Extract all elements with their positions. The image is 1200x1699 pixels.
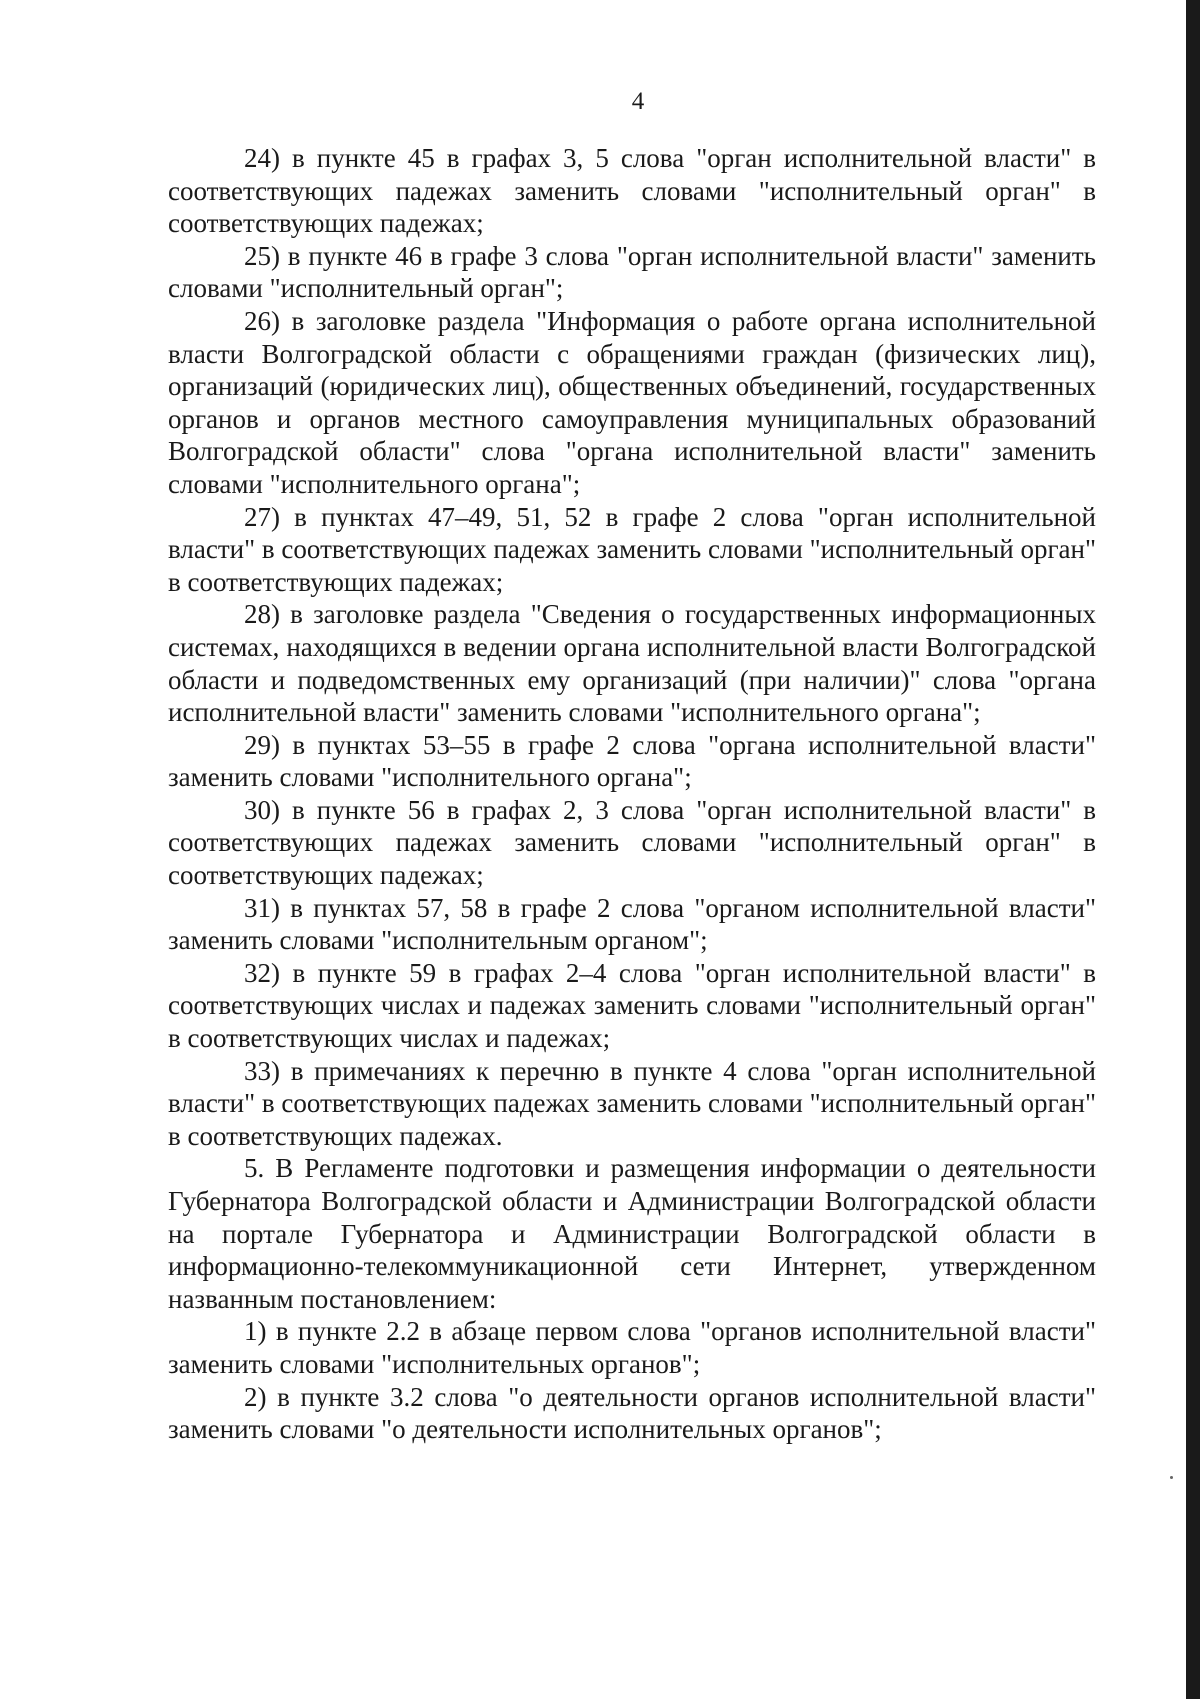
paragraph-subitem-2: 2) в пункте 3.2 слова "о деятельности органов исполнительной власти" заменить словами "о деятельности исполнительных органов"; [168,1381,1096,1445]
paragraph-item-33: 33) в примечаниях к перечню в пункте 4 слова "орган исполнительной власти" в соответствующих падежах заменить словами "исполнительный орган" в соответствующих падежах. [168,1055,1096,1151]
paragraph-item-31: 31) в пунктах 57, 58 в графе 2 слова "органом исполнительной власти" заменить словами "исполнительным органом"; [168,892,1096,956]
paragraph-item-27: 27) в пунктах 47–49, 51, 52 в графе 2 слова "орган исполнительной власти" в соответствующих падежах заменить словами "исполнительный орган" в соответствующих падежах; [168,501,1096,597]
paragraph-item-24: 24) в пункте 45 в графах 3, 5 слова "орган исполнительной власти" в соответствующих падежах заменить словами "исполнительный орган" в соответствующих падежах; [168,143,1096,239]
document-body [168,142,1096,1446]
paragraph-item-26: 26) в заголовке раздела "Информация о работе органа исполнительной власти Волгоградской области с обращениями граждан (физических лиц), организаций (юридических лиц), общественных объединений, государственных органов и органов местного самоуправления муниципальных образований Волгоградской области" слова "органа исполнительной власти" заменить словами "исполнительного органа"; [168,305,1096,499]
paragraph-item-32: 32) в пункте 59 в графах 2–4 слова "орган исполнительной власти" в соответствующих числах и падежах заменить словами "исполнительный орган" в соответствующих числах и падежах; [168,957,1096,1054]
paragraph-section-5: 5. В Регламенте подготовки и размещения информации о деятельности Губернатора Волгоградской области и Администрации Волгоградской области на портале Губернатора и Администрации Волгоградской области в информационно-телекоммуникационной сети Интернет, утвержденном названным постановлением: [168,1153,1096,1314]
paragraph-item-30: 30) в пункте 56 в графах 2, 3 слова "орган исполнительной власти" в соответствующих падежах заменить словами "исполнительный орган" в соответствующих падежах; [168,794,1096,891]
scan-speck [1170,1476,1173,1479]
scan-border [1186,0,1200,1699]
paragraph-item-29: 29) в пунктах 53–55 в графе 2 слова "органа исполнительной власти" заменить словами "исполнительного органа"; [168,729,1096,793]
paragraph-item-28: 28) в заголовке раздела "Сведения о государственных информационных системах, находящихся в ведении органа исполнительной власти Волгоградской области и подведомственных ему организаций (при наличии)" слова "органа исполнительной власти" заменить словами "исполнительного органа"; [168,599,1096,728]
page-number: 4 [631,88,645,115]
paragraph-subitem-1: 1) в пункте 2.2 в абзаце первом слова "органов исполнительной власти" заменить словами "исполнительных органов"; [168,1316,1096,1379]
paragraph-item-25: 25) в пункте 46 в графе 3 слова "орган исполнительной власти" заменить словами "исполнительный орган"; [168,240,1096,304]
